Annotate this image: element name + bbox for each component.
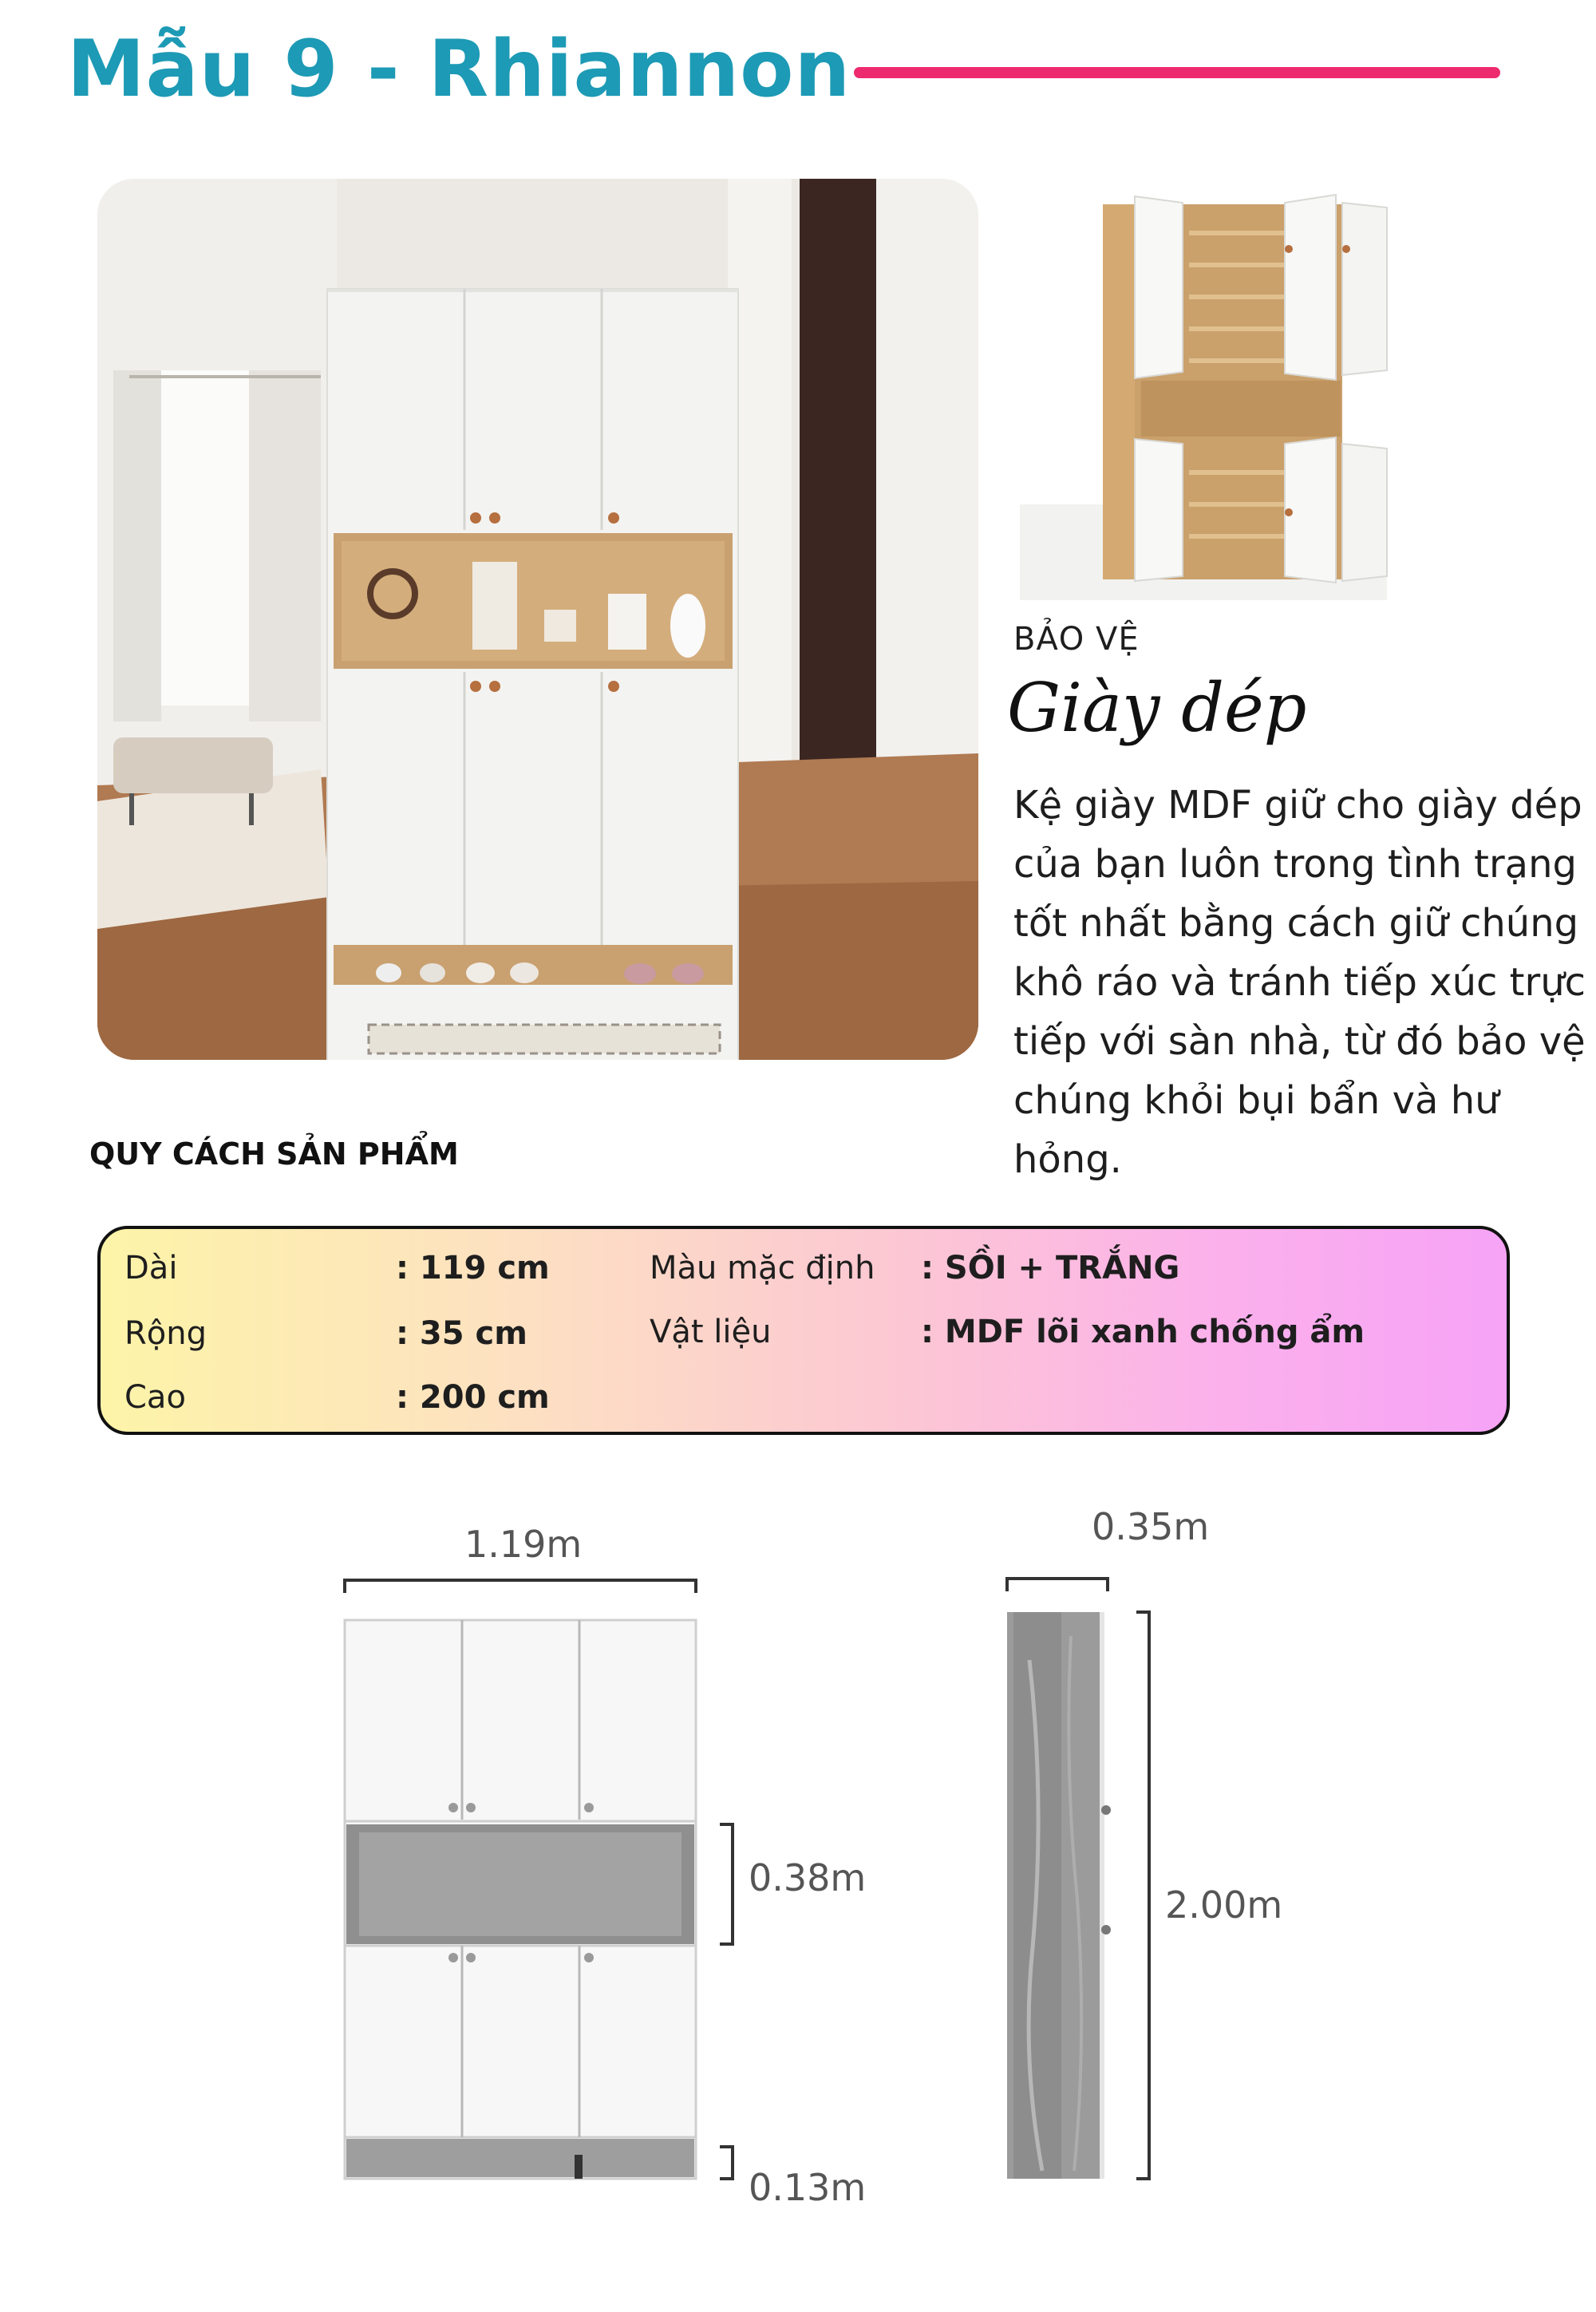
- spec-color-label: Màu mặc định: [650, 1250, 875, 1286]
- spec-length-value: : 119 cm: [396, 1250, 550, 1286]
- spec-length-label: Dài: [124, 1250, 178, 1286]
- title-accent-rule: [854, 67, 1500, 78]
- specs-heading: QUY CÁCH SẢN PHẨM: [89, 1136, 459, 1172]
- side-elevation-drawing: [998, 1564, 1157, 2203]
- room-photo: [97, 179, 978, 1060]
- spec-height-value: : 200 cm: [396, 1379, 550, 1416]
- total-height-label: 2.00m: [1165, 1883, 1283, 1927]
- protect-title: Giày dép: [1007, 669, 1307, 747]
- front-elevation-drawing: [335, 1564, 734, 2219]
- spec-material-label: Vật liệu: [650, 1314, 772, 1350]
- page-title: Mẫu 9 - Rhiannon: [67, 24, 851, 115]
- spec-width-label: Rộng: [124, 1315, 207, 1352]
- front-width-label: 1.19m: [464, 1523, 583, 1566]
- spec-material-value: : MDF lõi xanh chống ẩm: [921, 1314, 1365, 1350]
- side-depth-label: 0.35m: [1092, 1505, 1210, 1548]
- spec-width-value: : 35 cm: [396, 1315, 527, 1352]
- protect-eyebrow: BẢO VỆ: [1013, 621, 1140, 658]
- base-height-label: 0.13m: [749, 2166, 867, 2209]
- spec-height-label: Cao: [124, 1379, 186, 1416]
- specs-table: [97, 1226, 1510, 1435]
- product-photo: [1013, 185, 1393, 604]
- spec-color-value: : SỒI + TRẮNG: [921, 1250, 1180, 1286]
- protect-body: Kệ giày MDF giữ cho giày dép của bạn luôn trong tình trạng tốt nhất bằng cách giữ chúng khô ráo và tránh tiếp xúc trực tiếp với sàn nhà, từ đó bảo vệ chúng khỏi bụi bẩn và hư hỏng.: [1013, 783, 1586, 1182]
- niche-height-label: 0.38m: [749, 1856, 867, 1899]
